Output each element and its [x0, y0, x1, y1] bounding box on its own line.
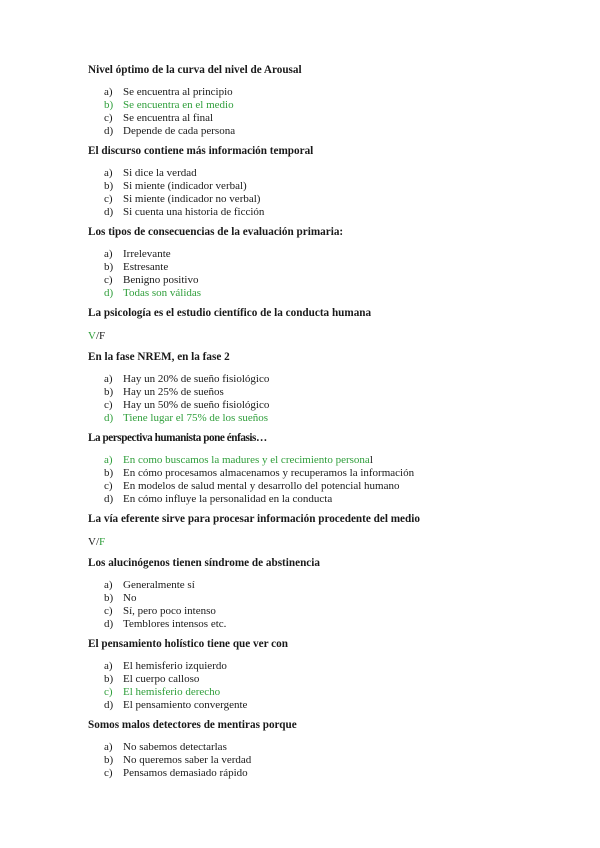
- option-letter: d): [104, 618, 114, 630]
- option-correct: [88, 686, 528, 699]
- option-letter: b): [104, 467, 114, 479]
- question-title: En la fase NREM, en la fase 2: [88, 351, 230, 363]
- question-title: La psicología es el estudio científico de la conducta humana: [88, 307, 372, 319]
- option-letter: c): [104, 274, 113, 286]
- option-list: [88, 167, 528, 219]
- option: [88, 673, 528, 686]
- option-list: [88, 248, 528, 300]
- option-letter: a): [104, 86, 113, 98]
- option-text: Si cuenta una historia de ficción: [123, 206, 265, 218]
- option: [88, 373, 528, 386]
- option-text: Si dice la verdad: [123, 167, 197, 179]
- option: [88, 399, 528, 412]
- question-block: [88, 144, 528, 219]
- option-text: Hay un 20% de sueño fisiológico: [123, 373, 270, 385]
- option-text: El pensamiento convergente: [123, 699, 248, 711]
- option: [88, 741, 528, 754]
- question-title: La vía eferente sirve para procesar información procedente del medio: [88, 513, 420, 525]
- question-block: [88, 350, 528, 425]
- option-text: En cómo procesamos almacenamos y recuperamos la información: [123, 467, 415, 479]
- option-letter: d): [104, 412, 114, 424]
- option-text: Temblores intensos etc.: [123, 618, 227, 630]
- option-text: Tiene lugar el 75% de los sueños: [123, 412, 269, 424]
- option-text: Si miente (indicador verbal): [123, 180, 247, 192]
- true-option: V: [88, 330, 96, 342]
- option: [88, 206, 528, 219]
- option-letter: c): [104, 480, 113, 492]
- option-letter: a): [104, 454, 113, 466]
- option: [88, 167, 528, 180]
- option-correct: [88, 454, 528, 467]
- option-letter: c): [104, 767, 113, 779]
- option-letter: a): [104, 167, 113, 179]
- option-text: Hay un 50% de sueño fisiológico: [123, 399, 270, 411]
- option-letter: b): [104, 99, 114, 111]
- option-text: Se encuentra al final: [123, 112, 214, 124]
- option: [88, 699, 528, 712]
- option-text: Depende de cada persona: [123, 125, 236, 137]
- tf-separator: /: [95, 330, 100, 342]
- question-title: Los alucinógenos tienen síndrome de abstinencia: [88, 557, 320, 569]
- option-text: En como buscamos la madures y el crecimiento persona: [123, 454, 370, 466]
- option-text: No sabemos detectarlas: [123, 741, 227, 753]
- option-letter: a): [104, 579, 113, 591]
- question-block: [88, 225, 528, 300]
- option-correct: [88, 99, 528, 112]
- option-text: El hemisferio izquierdo: [123, 660, 227, 672]
- option-text: Hay un 25% de sueños: [123, 386, 224, 398]
- option-text: Todas son válidas: [123, 287, 202, 299]
- option-letter: d): [104, 287, 114, 299]
- option-text: En cómo influye la personalidad en la conducta: [123, 493, 333, 505]
- option: [88, 193, 528, 206]
- option: [88, 274, 528, 287]
- option-text: El hemisferio derecho: [123, 686, 221, 698]
- option-letter: b): [104, 592, 114, 604]
- option: [88, 754, 528, 767]
- option-list: [88, 579, 528, 631]
- option-list: [88, 741, 528, 780]
- option-correct: [88, 412, 528, 425]
- option-list: [88, 454, 528, 506]
- option-text: Benigno positivo: [123, 274, 199, 286]
- option-letter: d): [104, 493, 114, 505]
- option-text: Si miente (indicador no verbal): [123, 193, 261, 205]
- option-letter: b): [104, 754, 114, 766]
- option-letter: b): [104, 180, 114, 192]
- option: [88, 125, 528, 138]
- option-text: Estresante: [123, 261, 169, 273]
- option-letter: c): [104, 112, 113, 124]
- option-letter: c): [104, 399, 113, 411]
- question-block: [88, 63, 528, 138]
- option-letter: a): [104, 660, 113, 672]
- option: [88, 592, 528, 605]
- true-false-answer: [88, 535, 528, 549]
- option-text: No: [123, 592, 137, 604]
- option: [88, 660, 528, 673]
- option: [88, 86, 528, 99]
- option-letter: a): [104, 373, 113, 385]
- option: [88, 579, 528, 592]
- option-list: [88, 373, 528, 425]
- option-text: En modelos de salud mental y desarrollo del potencial humano: [123, 480, 400, 492]
- option: [88, 261, 528, 274]
- option-letter: b): [104, 386, 114, 398]
- false-option: F: [99, 536, 106, 548]
- false-option: F: [99, 330, 106, 342]
- question-title: Somos malos detectores de mentiras porque: [88, 719, 297, 731]
- option-list: [88, 660, 528, 712]
- option-letter: d): [104, 699, 114, 711]
- option-letter: a): [104, 741, 113, 753]
- option-letter: d): [104, 125, 114, 137]
- option: [88, 180, 528, 193]
- option: [88, 386, 528, 399]
- option-text: Se encuentra en el medio: [123, 99, 234, 111]
- question-block: [88, 637, 528, 712]
- question-block: [88, 306, 528, 343]
- true-option: V: [88, 536, 96, 548]
- option: [88, 605, 528, 618]
- option-letter: c): [104, 193, 113, 205]
- option-text: Se encuentra al principio: [123, 86, 233, 98]
- tf-separator: /: [95, 536, 100, 548]
- question-block: [88, 556, 528, 631]
- option-letter: c): [104, 605, 113, 617]
- option-letter: d): [104, 206, 114, 218]
- option: [88, 480, 528, 493]
- question-title: La perspectiva humanista pone énfasis…: [88, 432, 267, 444]
- option: [88, 767, 528, 780]
- option-list: [88, 86, 528, 138]
- option-text: No queremos saber la verdad: [123, 754, 252, 766]
- option-letter: a): [104, 248, 113, 260]
- question-title: El discurso contiene más información temporal: [88, 145, 314, 157]
- option-text: Irrelevante: [123, 248, 171, 260]
- question-block: [88, 431, 528, 506]
- option: [88, 248, 528, 261]
- question-title: Nivel óptimo de la curva del nivel de Arousal: [88, 64, 302, 76]
- question-title: Los tipos de consecuencias de la evaluación primaria:: [88, 226, 344, 238]
- option-correct: [88, 287, 528, 300]
- option-text-suffix: l: [369, 454, 373, 466]
- option-letter: b): [104, 261, 114, 273]
- option-text: Generalmente sí: [123, 579, 195, 591]
- option-text: Sí, pero poco intenso: [123, 605, 216, 617]
- option-text: El cuerpo calloso: [123, 673, 200, 685]
- question-block: [88, 718, 528, 780]
- quiz-document: [88, 63, 528, 786]
- option-text: Pensamos demasiado rápido: [123, 767, 248, 779]
- option-letter: c): [104, 686, 113, 698]
- option: [88, 493, 528, 506]
- true-false-answer: [88, 329, 528, 343]
- option: [88, 112, 528, 125]
- option: [88, 618, 528, 631]
- option: [88, 467, 528, 480]
- option-letter: b): [104, 673, 114, 685]
- question-title: El pensamiento holístico tiene que ver con: [88, 638, 288, 650]
- question-block: [88, 512, 528, 549]
